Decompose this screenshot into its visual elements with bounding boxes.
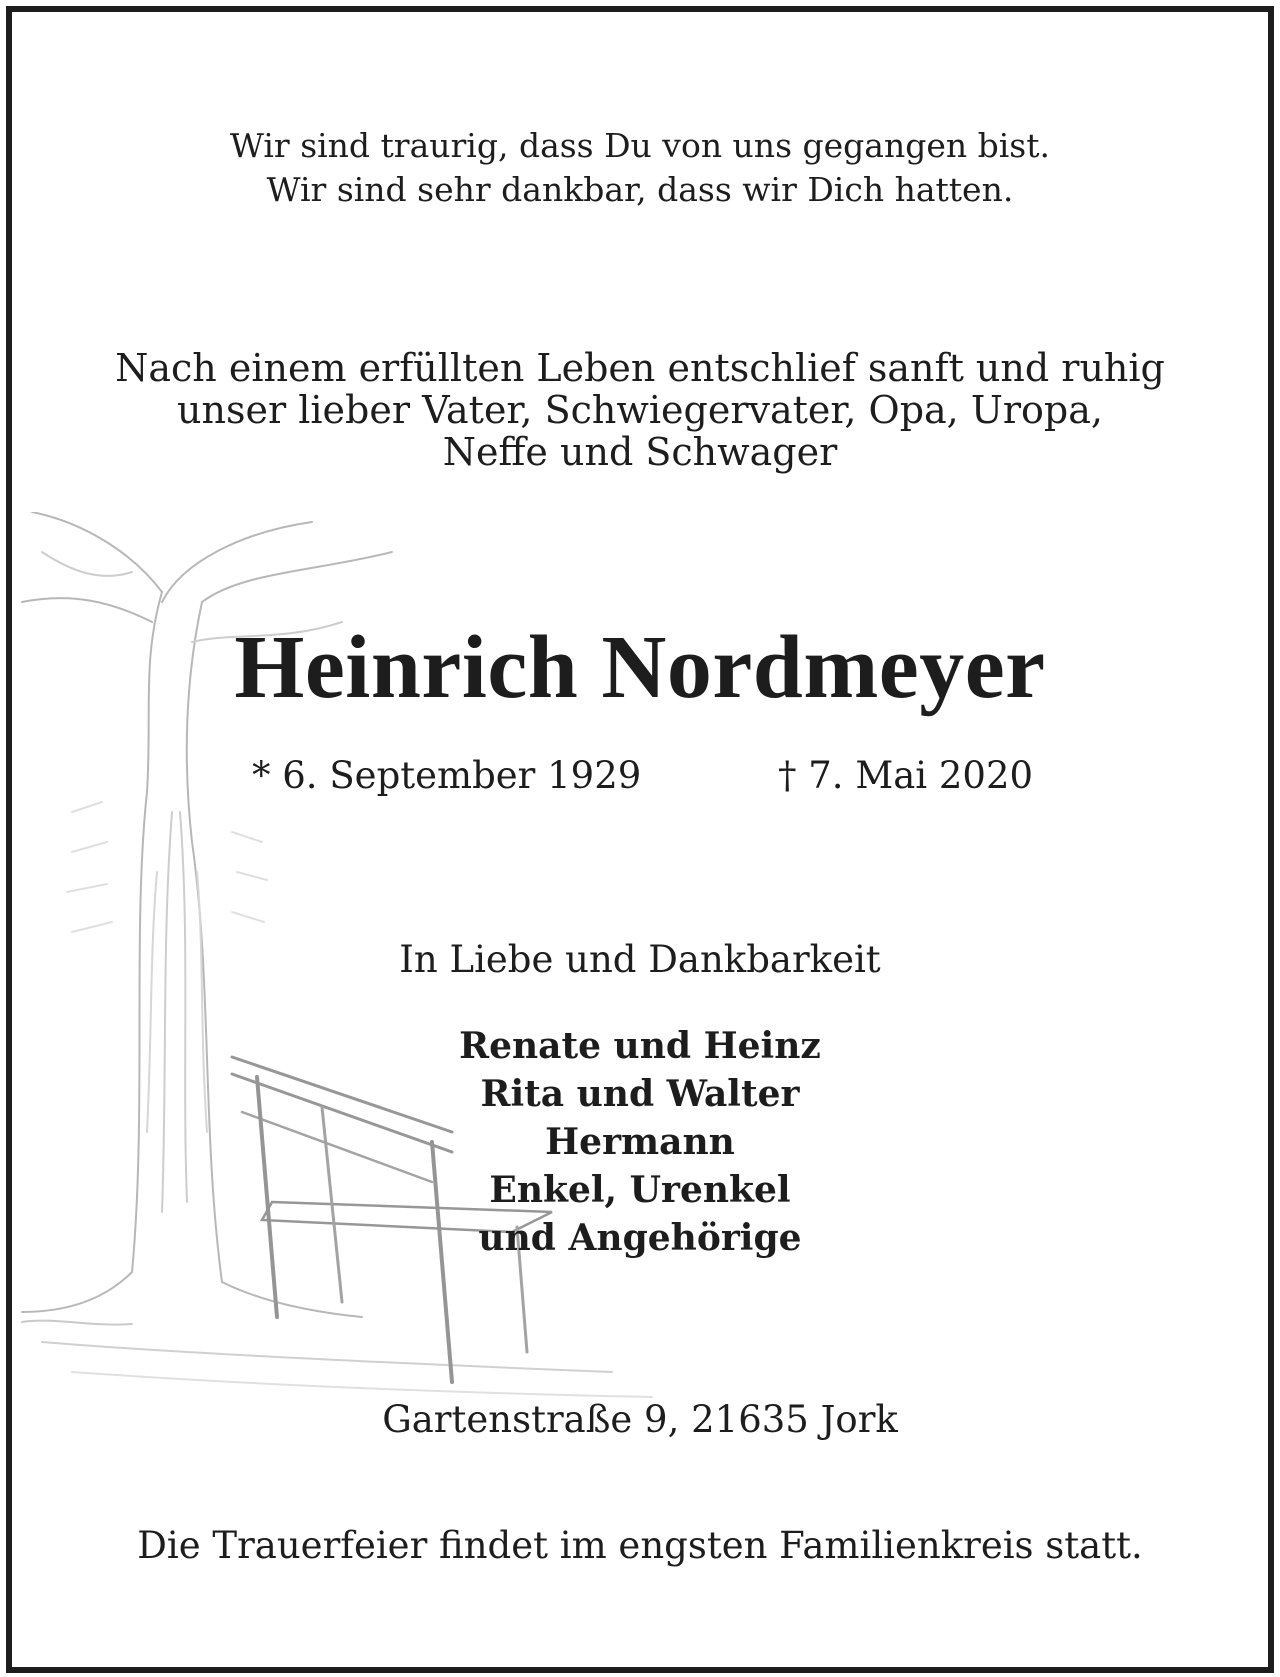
intro-text bbox=[12, 347, 1268, 473]
birth-date: * 6. September 1929 bbox=[252, 754, 642, 797]
mourner-name: Enkel, Urenkel bbox=[489, 1169, 791, 1211]
address: Gartenstraße 9, 21635 Jork bbox=[382, 1398, 898, 1441]
dedication-line: In Liebe und Dankbarkeit bbox=[399, 938, 881, 981]
quote-line: Wir sind sehr dankbar, dass wir Dich hatten. bbox=[266, 170, 1014, 209]
funeral-notice: Die Trauerfeier findet im engsten Familienkreis statt. bbox=[137, 1524, 1143, 1567]
mourner-name: Rita und Walter bbox=[480, 1073, 800, 1115]
intro-line: Neffe und Schwager bbox=[442, 430, 838, 474]
mourner-name: Renate und Heinz bbox=[459, 1025, 821, 1067]
quote-line: Wir sind traurig, dass Du von uns gegangen bist. bbox=[230, 126, 1050, 165]
memorial-quote bbox=[12, 124, 1268, 212]
mourner-name: und Angehörige bbox=[478, 1217, 802, 1259]
mourners-list bbox=[12, 1022, 1268, 1262]
death-date: † 7. Mai 2020 bbox=[778, 754, 1034, 797]
intro-line: unser lieber Vater, Schwiegervater, Opa, Uropa, bbox=[177, 388, 1103, 432]
obituary-notice bbox=[6, 6, 1274, 1673]
mourner-name: Hermann bbox=[545, 1121, 735, 1163]
intro-line: Nach einem erfüllten Leben entschlief sanft und ruhig bbox=[115, 346, 1165, 390]
deceased-name: Heinrich Nordmeyer bbox=[234, 618, 1046, 717]
